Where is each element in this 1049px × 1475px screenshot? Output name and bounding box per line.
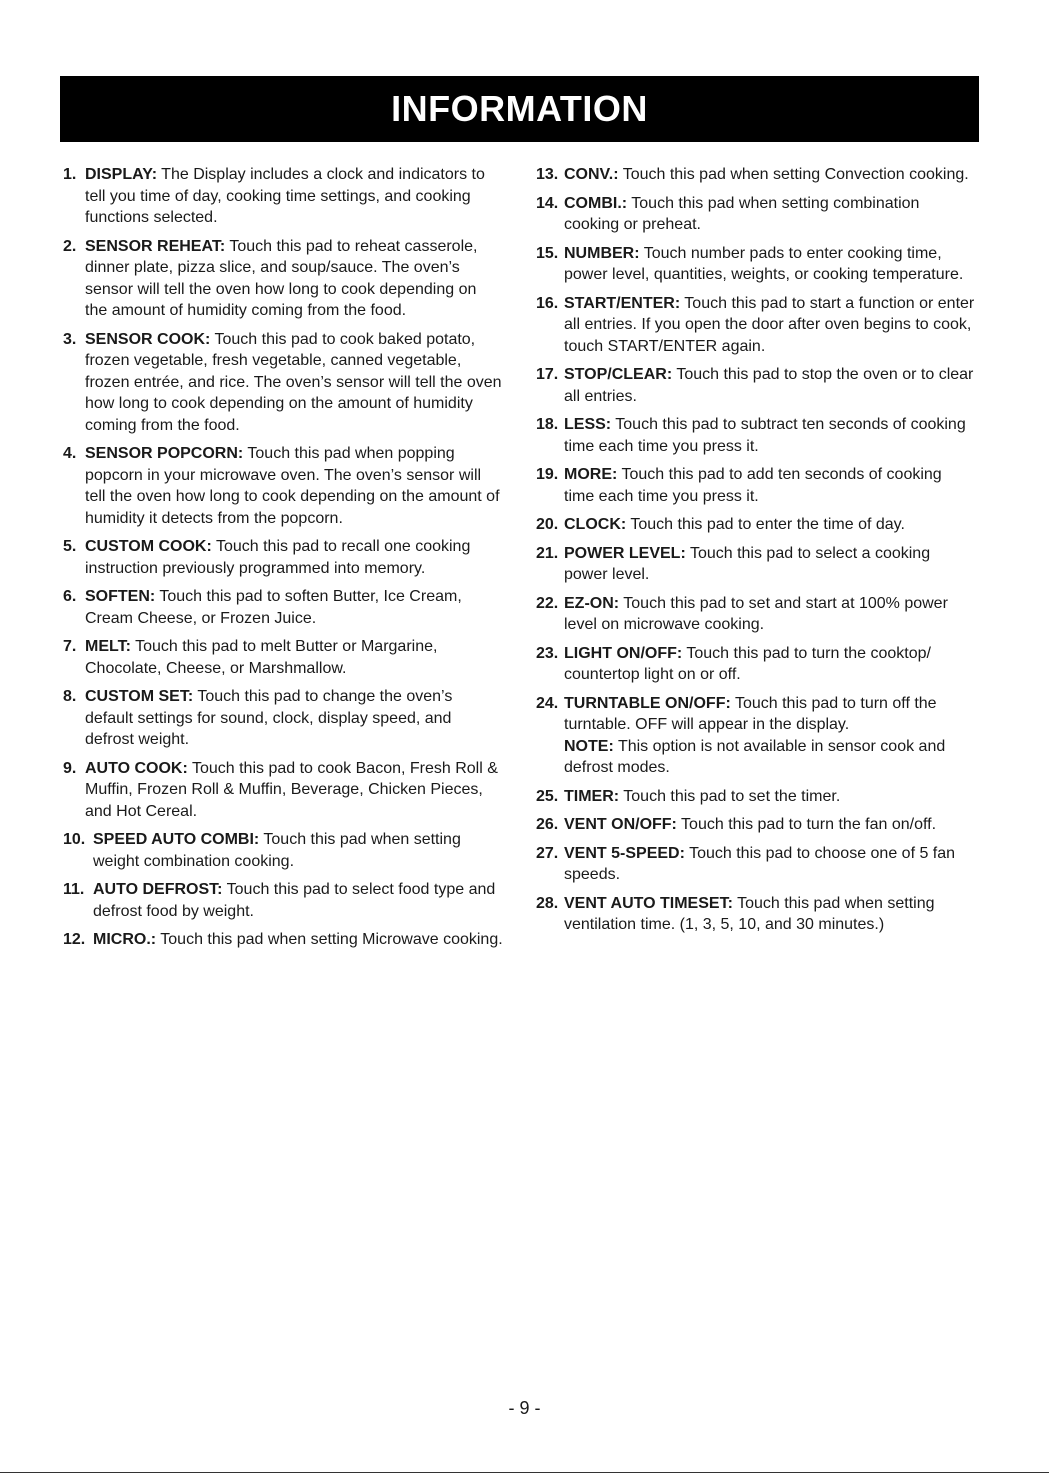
list-item <box>63 758 503 823</box>
page-number: - 9 - <box>508 1398 541 1418</box>
item-number: 14. <box>536 194 563 212</box>
list-item <box>536 414 976 457</box>
list-item <box>536 293 976 358</box>
item-description: Touch this pad to select food type and defrost food by weight. <box>93 881 496 920</box>
list-item <box>536 893 976 936</box>
list-item <box>63 586 503 629</box>
item-body <box>564 164 976 186</box>
item-body <box>93 829 503 872</box>
item-body <box>564 464 976 507</box>
item-term: MELT: <box>85 638 131 655</box>
list-item <box>63 929 503 951</box>
note-label: NOTE: <box>564 737 614 755</box>
item-term: START/ENTER: <box>564 294 681 312</box>
item-description: Touch this pad to recall one cooking instruction previously programmed into memory. <box>85 538 471 577</box>
list-item <box>536 693 976 779</box>
item-term: LIGHT ON/OFF: <box>564 644 683 662</box>
item-body <box>93 929 503 951</box>
item-number: 10. <box>63 831 90 848</box>
item-number: 23. <box>536 644 563 662</box>
item-number: 1. <box>63 166 81 183</box>
item-term: CONV.: <box>564 166 619 183</box>
item-number: 12. <box>63 931 90 948</box>
item-body <box>93 879 503 922</box>
header-bar <box>60 76 979 142</box>
item-number: 11. <box>63 881 89 898</box>
list-item <box>63 443 503 529</box>
item-description: Touch this pad to turn the fan on/off. <box>676 816 937 833</box>
item-description: Touch this pad when setting ventilation time. (1, 3, 5, 10, and 30 minutes.) <box>564 894 935 933</box>
item-description: Touch this pad when setting combination cooking or preheat. <box>564 194 920 233</box>
item-term: COMBI.: <box>564 194 628 212</box>
item-description: Touch this pad to reheat casserole, dinner plate, pizza slice, and soup/sauce. The oven’s sensor will tell the oven how long to cook depending on the amount of humidity coming from the food. <box>85 237 478 319</box>
item-description: Touch this pad to choose one of 5 fan speeds. <box>564 844 956 883</box>
item-term: SPEED AUTO COMBI: <box>93 831 260 848</box>
item-body <box>85 164 503 229</box>
item-description: Touch this pad to turn off the turntable. OFF will appear in the display. <box>564 694 937 733</box>
item-number: 28. <box>536 894 563 912</box>
item-term: SENSOR REHEAT: <box>85 237 226 255</box>
item-description: The Display includes a clock and indicators to tell you time of day, cooking time settings, and cooking functions selected. <box>85 166 485 226</box>
item-term: VENT 5-SPEED: <box>564 844 685 862</box>
list-item <box>536 786 976 808</box>
item-body <box>564 543 976 586</box>
item-number: 21. <box>536 544 563 562</box>
item-description: Touch this pad to cook Bacon, Fresh Roll & Muffin, Frozen Roll & Muffin, Beverage, Chicken Pieces, and Hot Cereal. <box>85 759 498 820</box>
item-term: VENT ON/OFF: <box>564 816 677 833</box>
item-body <box>564 193 976 236</box>
item-body <box>564 893 976 936</box>
item-term: AUTO DEFROST: <box>93 881 223 898</box>
item-body <box>564 786 976 808</box>
list-item <box>536 643 976 686</box>
item-body <box>564 414 976 457</box>
item-description: Touch this pad to stop the oven or to clear all entries. <box>564 366 974 405</box>
item-term: SENSOR COOK: <box>85 330 211 348</box>
item-number: 25. <box>536 787 563 805</box>
item-number: 17. <box>536 366 563 383</box>
item-number: 8. <box>63 688 81 705</box>
item-number: 15. <box>536 244 563 262</box>
list-item <box>536 193 976 236</box>
item-description: Touch this pad to add ten seconds of cooking time each time you press it. <box>564 466 942 505</box>
list-item <box>63 686 503 751</box>
list-item <box>63 329 503 437</box>
list-item <box>63 636 503 679</box>
item-description: Touch this pad to start a function or enter all entries. If you open the door after oven begins to cook, touch START/ENTER again. <box>564 294 975 355</box>
item-description: Touch this pad to select a cooking power level. <box>564 544 931 583</box>
item-description: Touch this pad to enter the time of day. <box>626 516 905 533</box>
item-description: Touch number pads to enter cooking time, power level, quantities, weights, or cooking temperature. <box>564 244 964 283</box>
item-body <box>564 514 976 536</box>
item-description: Touch this pad when setting Microwave cooking. <box>156 931 503 948</box>
item-description: Touch this pad to turn the cooktop/ countertop light on or off. <box>564 644 931 683</box>
item-term: MICRO.: <box>93 931 157 948</box>
item-description: Touch this pad to melt Butter or Margarine, Chocolate, Cheese, or Marshmallow. <box>85 638 438 677</box>
item-body <box>85 758 503 823</box>
item-body <box>85 536 503 579</box>
note-text: This option is not available in sensor cook and defrost modes. <box>564 737 946 776</box>
item-term: POWER LEVEL: <box>564 544 686 562</box>
item-number: 4. <box>63 445 81 462</box>
list-item <box>63 536 503 579</box>
list-item <box>63 879 503 922</box>
item-term: TURNTABLE ON/OFF: <box>564 694 731 712</box>
item-number: 19. <box>536 466 563 483</box>
item-term: SOFTEN: <box>85 588 156 605</box>
item-number: 2. <box>63 237 81 255</box>
item-term: MORE: <box>564 466 618 483</box>
item-term: TIMER: <box>564 787 620 805</box>
item-term: STOP/CLEAR: <box>564 366 673 383</box>
list-item <box>536 364 976 407</box>
item-number: 6. <box>63 588 81 605</box>
item-number: 22. <box>536 594 563 612</box>
left-column <box>63 164 503 958</box>
item-body <box>564 593 976 636</box>
item-body <box>85 236 503 322</box>
item-body <box>85 636 503 679</box>
item-description: Touch this pad to set and start at 100% power level on microwave cooking. <box>564 594 948 633</box>
item-number: 24. <box>536 694 563 712</box>
list-item <box>536 514 976 536</box>
item-body <box>564 814 976 836</box>
item-body <box>564 693 976 779</box>
item-body <box>564 643 976 686</box>
item-number: 18. <box>536 416 563 433</box>
item-description: Touch this pad when setting weight combination cooking. <box>93 831 461 870</box>
item-term: VENT AUTO TIMESET: <box>564 894 733 912</box>
item-term: SENSOR POPCORN: <box>85 445 244 462</box>
item-term: LESS: <box>564 416 612 433</box>
item-body <box>564 364 976 407</box>
item-number: 20. <box>536 516 563 533</box>
list-item <box>536 843 976 886</box>
item-body <box>564 843 976 886</box>
right-column <box>536 164 976 943</box>
list-item <box>536 593 976 636</box>
item-body <box>564 293 976 358</box>
list-item <box>63 829 503 872</box>
list-item <box>63 164 503 229</box>
item-term: CUSTOM SET: <box>85 688 194 705</box>
item-number: 9. <box>63 759 81 777</box>
item-term: CLOCK: <box>564 516 627 533</box>
bottom-rule <box>0 1472 1049 1473</box>
item-number: 27. <box>536 844 563 862</box>
item-description: Touch this pad to cook baked potato, frozen vegetable, fresh vegetable, canned vegetable, frozen entrée, and rice. The oven’s sensor will tell the oven how long to cook depending on the amount of humidity coming from the food. <box>85 330 502 434</box>
page-title: INFORMATION <box>391 88 648 129</box>
item-note <box>564 736 976 779</box>
item-description: Touch this pad to set the timer. <box>619 787 841 805</box>
item-number: 26. <box>536 816 563 833</box>
item-number: 3. <box>63 330 81 348</box>
item-term: EZ-ON: <box>564 594 620 612</box>
list-item <box>536 464 976 507</box>
item-body <box>85 329 503 437</box>
item-description: Touch this pad to soften Butter, Ice Cream, Cream Cheese, or Frozen Juice. <box>85 588 462 627</box>
item-number: 16. <box>536 294 563 312</box>
item-body <box>85 443 503 529</box>
item-body <box>85 686 503 751</box>
list-item <box>536 164 976 186</box>
list-item <box>536 543 976 586</box>
item-term: DISPLAY: <box>85 166 158 183</box>
item-number: 7. <box>63 638 81 655</box>
item-body <box>564 243 976 286</box>
list-item <box>63 236 503 322</box>
item-term: CUSTOM COOK: <box>85 538 212 555</box>
item-description: Touch this pad to change the oven’s default settings for sound, clock, display speed, and defrost weight. <box>85 688 453 748</box>
item-description: Touch this pad when setting Convection cooking. <box>618 166 969 183</box>
item-number: 13. <box>536 166 563 183</box>
list-item <box>536 243 976 286</box>
item-description: Touch this pad to subtract ten seconds of cooking time each time you press it. <box>564 416 966 455</box>
item-term: NUMBER: <box>564 244 640 262</box>
item-description: Touch this pad when popping popcorn in your microwave oven. The oven’s sensor will tell the oven how long to cook depending on the amount of humidity it detects from the popcorn. <box>85 445 500 527</box>
list-item <box>536 814 976 836</box>
item-term: AUTO COOK: <box>85 759 188 777</box>
item-body <box>85 586 503 629</box>
item-number: 5. <box>63 538 81 555</box>
